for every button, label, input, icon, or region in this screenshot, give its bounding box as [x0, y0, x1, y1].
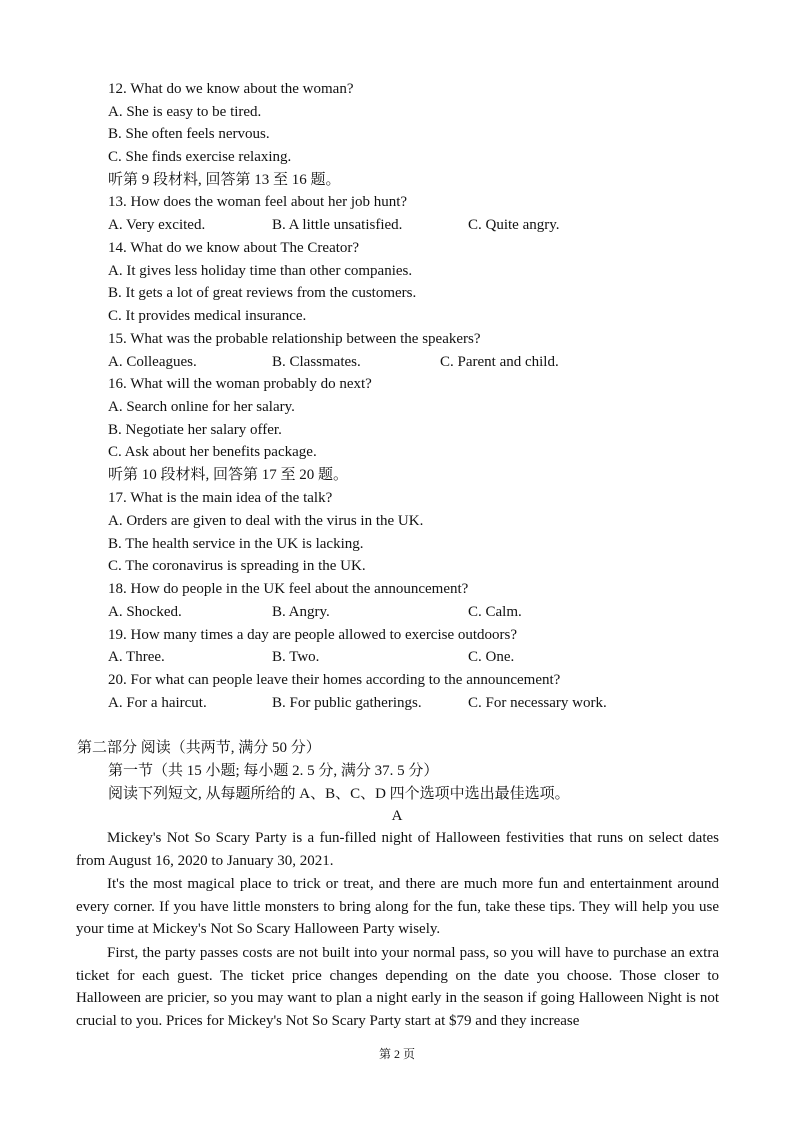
question-13-option-b: B. A little unsatisfied. — [272, 217, 403, 233]
paragraph-3-text: First, the party passes costs are not built into your normal pass, so you will have to purchase an extra ticket for each guest. The ticket price changes depending on the date you choose. Those closer to Halloween are pricier, so you may want to plan a night early in the season if going Halloween Night is not crucial to you. Prices for Mickey's Not So Scary Party start at $79 and they increase — [76, 945, 719, 1029]
question-15-option-b: B. Classmates. — [272, 354, 361, 370]
question-15-option-c: C. Parent and child. — [440, 354, 559, 370]
question-12-option-b: B. She often feels nervous. — [108, 126, 270, 142]
passage-paragraph-3 — [76, 942, 719, 1032]
instruction-passage-9: 听第 9 段材料, 回答第 13 至 16 题。 — [108, 172, 341, 188]
question-17-option-c: C. The coronavirus is spreading in the UK. — [108, 558, 366, 574]
question-12-stem: 12. What do we know about the woman? — [108, 81, 354, 97]
question-16-option-a: A. Search online for her salary. — [108, 399, 295, 415]
page-number: 第 2 页 — [378, 1047, 415, 1061]
question-19-stem: 19. How many times a day are people allowed to exercise outdoors? — [108, 627, 518, 643]
question-15-stem: 15. What was the probable relationship between the speakers? — [108, 331, 481, 347]
question-18-option-a: A. Shocked. — [108, 604, 182, 620]
question-18-option-b: B. Angry. — [272, 604, 330, 620]
question-12-option-a: A. She is easy to be tired. — [108, 104, 262, 120]
question-19-option-c: C. One. — [468, 649, 515, 665]
question-14-option-b: B. It gets a lot of great reviews from the customers. — [108, 285, 417, 301]
question-20-stem: 20. For what can people leave their homes according to the announcement? — [108, 672, 561, 688]
question-12-option-c: C. She finds exercise relaxing. — [108, 149, 292, 165]
paragraph-2-text: It's the most magical place to trick or treat, and there are much more fun and entertainment around every corner. If you have little monsters to bring along for the fun, take these tips. They will help you use your time at Mickey's Not So Scary Halloween Party wisely. — [76, 876, 719, 938]
question-15-option-a: A. Colleagues. — [108, 354, 197, 370]
question-17-stem: 17. What is the main idea of the talk? — [108, 490, 333, 506]
question-18-stem: 18. How do people in the UK feel about the announcement? — [108, 581, 469, 597]
instruction-passage-10: 听第 10 段材料, 回答第 17 至 20 题。 — [108, 467, 349, 483]
question-14-option-a: A. It gives less holiday time than other companies. — [108, 263, 413, 279]
question-20-option-a: A. For a haircut. — [108, 695, 207, 711]
question-17-option-b: B. The health service in the UK is lacking. — [108, 536, 364, 552]
question-13-option-c: C. Quite angry. — [468, 217, 560, 233]
question-16-stem: 16. What will the woman probably do next? — [108, 376, 372, 392]
question-19-option-b: B. Two. — [272, 649, 320, 665]
question-18-option-c: C. Calm. — [468, 604, 522, 620]
question-13-option-a: A. Very excited. — [108, 217, 206, 233]
question-14-stem: 14. What do we know about The Creator? — [108, 240, 360, 256]
section-one-title: 第一节（共 15 小题; 每小题 2. 5 分, 满分 37. 5 分） — [108, 763, 439, 779]
passage-paragraph-1 — [76, 827, 719, 872]
question-19-option-a: A. Three. — [108, 649, 165, 665]
question-16-option-b: B. Negotiate her salary offer. — [108, 422, 282, 438]
part-two-title: 第二部分 阅读（共两节, 满分 50 分） — [77, 740, 321, 756]
question-16-option-c: C. Ask about her benefits package. — [108, 444, 317, 460]
question-20-option-b: B. For public gatherings. — [272, 695, 422, 711]
question-20-option-c: C. For necessary work. — [468, 695, 607, 711]
question-14-option-c: C. It provides medical insurance. — [108, 308, 307, 324]
passage-paragraph-2 — [76, 873, 719, 941]
paragraph-1-text: Mickey's Not So Scary Party is a fun-filled night of Halloween festivities that runs on select dates from August 16, 2020 to January 30, 2021. — [76, 830, 719, 869]
question-13-stem: 13. How does the woman feel about her job hunt? — [108, 194, 408, 210]
question-17-option-a: A. Orders are given to deal with the virus in the UK. — [108, 513, 424, 529]
reading-instruction: 阅读下列短文, 从每题所给的 A、B、C、D 四个选项中选出最佳选项。 — [108, 786, 570, 802]
passage-label: A — [391, 808, 403, 824]
